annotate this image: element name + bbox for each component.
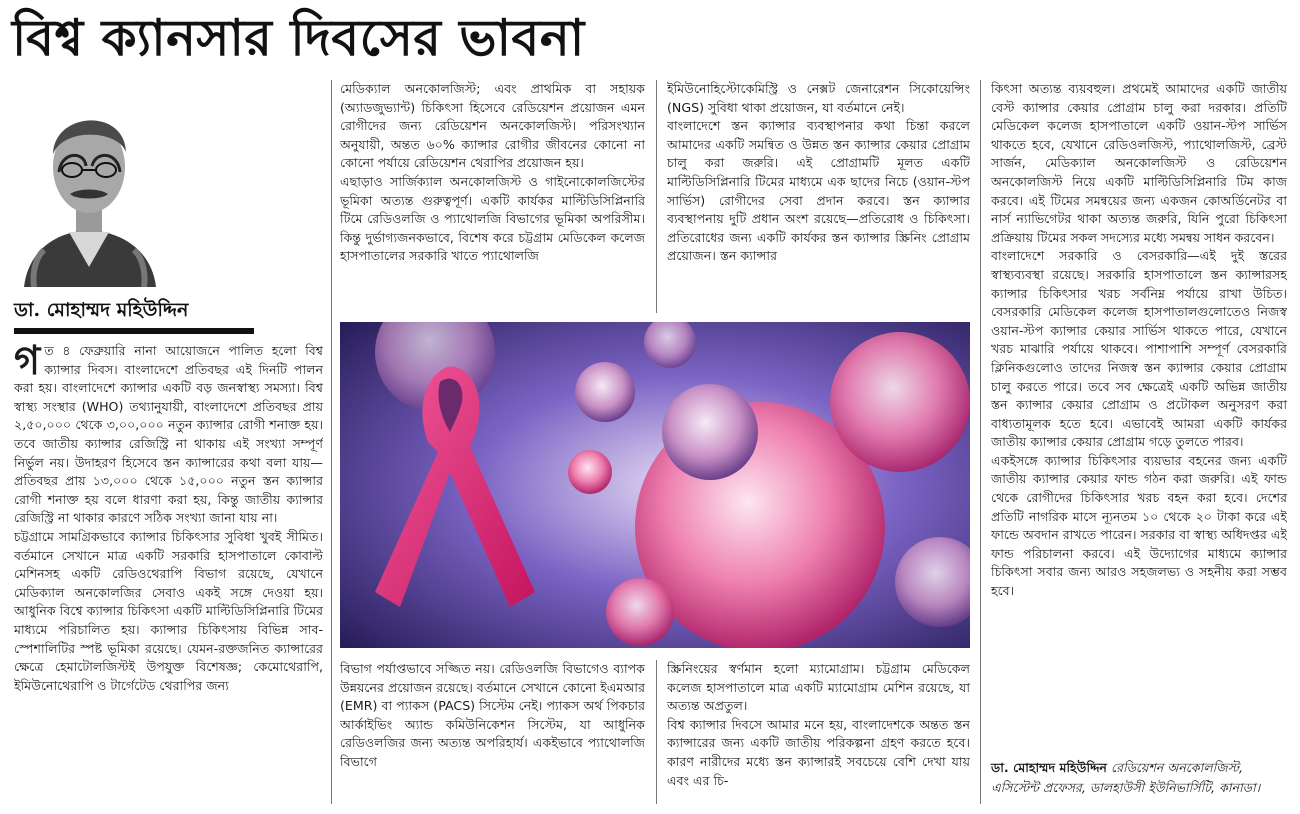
cancer-cell: [662, 384, 758, 480]
cancer-cell: [830, 332, 970, 472]
article-column-3-top: [667, 80, 970, 313]
author-portrait: [14, 82, 164, 287]
cancer-cell: [568, 450, 612, 494]
cancer-cell: [575, 362, 635, 422]
byline-rule: [14, 328, 254, 334]
column-divider: [980, 80, 981, 804]
paragraph: বিশ্ব ক্যান্সার দিবসে আমার মনে হয়, বাংলাদেশকে অন্তত স্তন ক্যান্সারের জন্য একটি জাতীয় পরিকল্পনা গ্রহণ করতে হবে। কারণ নারীদের মধ্যে স্তন ক্যান্সারই সবচেয়ে বেশি দেখা যায় এবং এর চি-: [667, 716, 970, 788]
column-divider: [656, 660, 657, 804]
article-column-4: [991, 80, 1287, 740]
paragraph: বাংলাদেশে স্তন ক্যান্সার ব্যবস্থাপনার কথা চিন্তা করলে আমাদের একটি সমন্বিত ও উন্নত স্তন ক্যান্সার কেয়ার প্রোগ্রাম চালু করা জরুরি। এই প্রোগ্রামটি মূলত একটি মাল্টিডিসিপ্লিনারি টিমের মাধ্যমে এক ছাদের নিচে (ওয়ান-স্টপ সার্ভিস) রোগীদের সেবা প্রদান করবে। স্তন ক্যান্সার ব্যবস্থাপনায় দুটি প্রধান অংশ রয়েছে—প্রতিরোধ ও চিকিৎসা। প্রতিরোধের জন্য একটি কার্যকর স্তন ক্যান্সার স্ক্রিনিং প্রোগ্রাম প্রয়োজন। স্তন ক্যান্সার: [667, 118, 970, 264]
article-column-3-bottom: [667, 660, 970, 804]
column-divider: [331, 80, 332, 804]
paragraph-text: ত ৪ ফেব্রুয়ারি নানা আয়োজনে পালিত হলো বিশ্ব ক্যান্সার দিবস। বাংলাদেশে প্রতিবছর এই দিনটি পালন করা হয়। বাংলাদেশে ক্যান্সার একটি বড় জনস্বাস্থ্য সমস্যা। বিশ্ব স্বাস্থ্য সংস্থার (WHO) তথ্যানুযায়ী, বাংলাদেশে প্রতিবছর প্রায় ২,৫০,০০০ থেকে ৩,০০,০০০ নতুন ক্যান্সার রোগী শনাক্ত হয়। তবে জাতীয় ক্যান্সার রেজিস্ট্রি না থাকায় এই সংখ্যা সম্পূর্ণ নির্ভুল নয়। উদাহরণ হিসেবে স্তন ক্যান্সারের কথা বলা যায়—প্রতিবছর প্রায় ১৩,০০০ থেকে ১৫,০০০ নতুন স্তন ক্যান্সার রোগী শনাক্ত হয় বলে ধারণা করা হয়, কিন্তু জাতীয় ক্যান্সার রেজিস্ট্রি না থাকার কারণে সঠিক সংখ্যা জানা যায় না।: [14, 343, 323, 526]
paragraph: এছাড়াও সার্জিক্যাল অনকোলজিস্ট ও গাইনোকোলজিস্টের ভূমিকা অত্যন্ত গুরুত্বপূর্ণ। একটি কার্যকর মাল্টিডিসিপ্লিনারি টিমে রেডিওলজি ও প্যাথোলজি বিভাগের ভূমিকা অপরিসীম। কিন্তু দুর্ভাগ্যজনকভাবে, বিশেষ করে চট্টগ্রাম মেডিকেল কলেজ হাসপাতালের সরকারি খাতে প্যাথোলজি: [340, 173, 645, 264]
cancer-cell: [606, 578, 674, 646]
paragraph: বাংলাদেশে সরকারি ও বেসরকারি—এই দুই স্তরের স্বাস্থ্যব্যবস্থা রয়েছে। সরকারি হাসপাতালে স্তন ক্যান্সারসহ ক্যান্সার চিকিৎসার খরচ সর্বনিম্ন পর্যায়ে রাখা উচিত। বেসরকারি মেডিকেল কলেজ হাসপাতালগুলোতেও নিজস্ব ওয়ান-স্টপ ক্যান্সার কেয়ার সার্ভিস থাকতে পারে, যেখানে খরচ মাঝারি পর্যায়ে থাকবে। পাশাপাশি সম্পূর্ণ বেসরকারি ক্লিনিকগুলোও তাদের নিজস্ব স্তন ক্যান্সার কেয়ার প্রোগ্রাম চালু করতে পারে। তবে সব ক্ষেত্রেই একটি অভিন্ন জাতীয় স্তন ক্যান্সার কেয়ার প্রোগ্রাম ও প্রটোকল অনুসরণ করা বাধ্যতামূলক হতে হবে। এভাবেই আমরা একটি কার্যকর জাতীয় ক্যান্সার কেয়ার প্রোগ্রাম গড়ে তুলতে পারব।: [991, 248, 1287, 450]
article-column-2-top: [340, 80, 645, 313]
article-column-1: [14, 342, 323, 804]
headline: বিশ্ব ক্যানসার দিবসের ভাবনা: [12, 8, 585, 67]
column-divider: [656, 80, 657, 313]
paragraph: [14, 342, 323, 528]
drop-cap: গ: [14, 342, 41, 384]
paragraph: একইসঙ্গে ক্যান্সার চিকিৎসার ব্যয়ভার বহনের জন্য একটি জাতীয় ক্যান্সার কেয়ার ফান্ড গঠন করা জরুরি। এই ফান্ড থেকে রোগীদের চিকিৎসার খরচ বহন করা হবে। দেশের প্রতিটি নাগরিক মাসে ন্যূনতম ১০ থেকে ২০ টাকা করে এই ফান্ডে অবদান রাখতে পারেন। সরকার বা স্বাস্থ্য অধিদপ্তর এই ফান্ড পরিচালনা করবে। এই উদ্যোগের মাধ্যমে ক্যান্সার চিকিৎসা সবার জন্য আরও সহজলভ্য ও সহনীয় করা সম্ভব হবে।: [991, 452, 1287, 599]
author-byline: ডা. মোহাম্মদ মহিউদ্দিন: [14, 299, 189, 321]
cancer-ribbon-photo: [340, 322, 970, 648]
paragraph: বিভাগ পর্যাপ্তভাবে সজ্জিত নয়। রেডিওলজি বিভাগেও ব্যাপক উন্নয়নের প্রয়োজন রয়েছে। বর্তমানে সেখানে কোনো ইএমআর (EMR) বা প্যাকস (PACS) সিস্টেম নেই। প্যাকস অর্থ পিকচার আর্কাইভিং অ্যান্ড কমিউনিকেশন সিস্টেম, যা আধুনিক রেডিওলজির জন্য অত্যন্ত অপরিহার্য। একইভাবে প্যাথোলজি বিভাগে: [340, 661, 645, 769]
author-signature: [991, 758, 1291, 802]
signature-affiliation: এসিস্টেন্ট প্রফেসর, ডালহাউসী ইউনিভার্সিটি, কানাডা।: [991, 780, 1261, 795]
signature-title: রেডিয়েশন অনকোলজিস্ট,: [1110, 760, 1243, 775]
paragraph: ইমিউনোহিস্টোকেমিস্ট্রি ও নেক্সট জেনারেশন সিকোয়েন্সিং (NGS) সুবিধা থাকা প্রয়োজন, যা বর্তমানে নেই।: [667, 81, 970, 115]
signature-name: ডা. মোহাম্মদ মহিউদ্দিন: [991, 760, 1107, 775]
article-column-2-bottom: [340, 660, 645, 804]
paragraph: চট্টগ্রামে সামগ্রিকভাবে ক্যান্সার চিকিৎসার সুবিধা খুবই সীমিত। বর্তমানে সেখানে মাত্র একটি সরকারি হাসপাতালে কোবাল্ট মেশিনসহ একটি রেডিওথেরাপি বিভাগ রয়েছে, যেখানে মেডিক্যাল অনকোলজির সেবাও একই সঙ্গে দেওয়া হয়। আধুনিক বিশ্বে ক্যান্সার চিকিৎসা একটি মাল্টিডিসিপ্লিনারি টিমের মাধ্যমে পরিচালিত হয়। ক্যান্সার চিকিৎসায় বিভিন্ন সাব-স্পেশালিটির স্পষ্ট ভূমিকা রয়েছে। যেমন-রক্তজনিত ক্যান্সারের ক্ষেত্রে হেমাটোলজিস্টই উপযুক্ত বিশেষজ্ঞ; কেমোথেরাপি, ইমিউনোথেরাপি ও টার্গেটেড থেরাপির জন্য: [14, 528, 323, 693]
paragraph: মেডিক্যাল অনকোলজিস্ট; এবং প্রাথমিক বা সহায়ক (অ্যাডজুভ্যান্ট) চিকিৎসা হিসেবে রেডিয়েশন প্রয়োজন এমন রোগীদের জন্য রেডিয়েশন অনকোলজিস্ট। পরিসংখ্যান অনুযায়ী, অন্তত ৬০% ক্যান্সার রোগীর জীবনের কোনো না কোনো পর্যায়ে রেডিয়েশন থেরাপির প্রয়োজন হয়।: [340, 81, 645, 171]
paragraph: কিৎসা অত্যন্ত ব্যয়বহুল। প্রথমেই আমাদের একটি জাতীয় বেস্ট ক্যান্সার কেয়ার প্রোগ্রাম চালু করা দরকার। প্রতিটি মেডিকেল কলেজ হাসপাতালে একটি ওয়ান-স্টপ সার্ভিস থাকতে হবে, যেখানে রেডিওলজিস্ট, প্যাথোলজিস্ট, ব্রেস্ট সার্জন, মেডিক্যাল অনকোলজিস্ট ও রেডিয়েশন অনকোলজিস্ট নিয়ে একটি মাল্টিডিসিপ্লিনারি টিম কাজ করবে। এই টিমের সমন্বয়ের জন্য একজন কোঅর্ডিনেটর বা নার্স ন্যাভিগেটর থাকা অত্যন্ত জরুরি, যিনি পুরো চিকিৎসা প্রক্রিয়ায় টিমের সকল সদস্যের মধ্যে সমন্বয় সাধন করবেন।: [991, 81, 1287, 245]
paragraph: স্ক্রিনিংয়ের স্বর্ণমান হলো ম্যামোগ্রাম। চট্টগ্রাম মেডিকেল কলেজ হাসপাতালে মাত্র একটি ম্যামোগ্রাম মেশিন রয়েছে, যা অত্যন্ত অপ্রতুল।: [667, 661, 970, 714]
